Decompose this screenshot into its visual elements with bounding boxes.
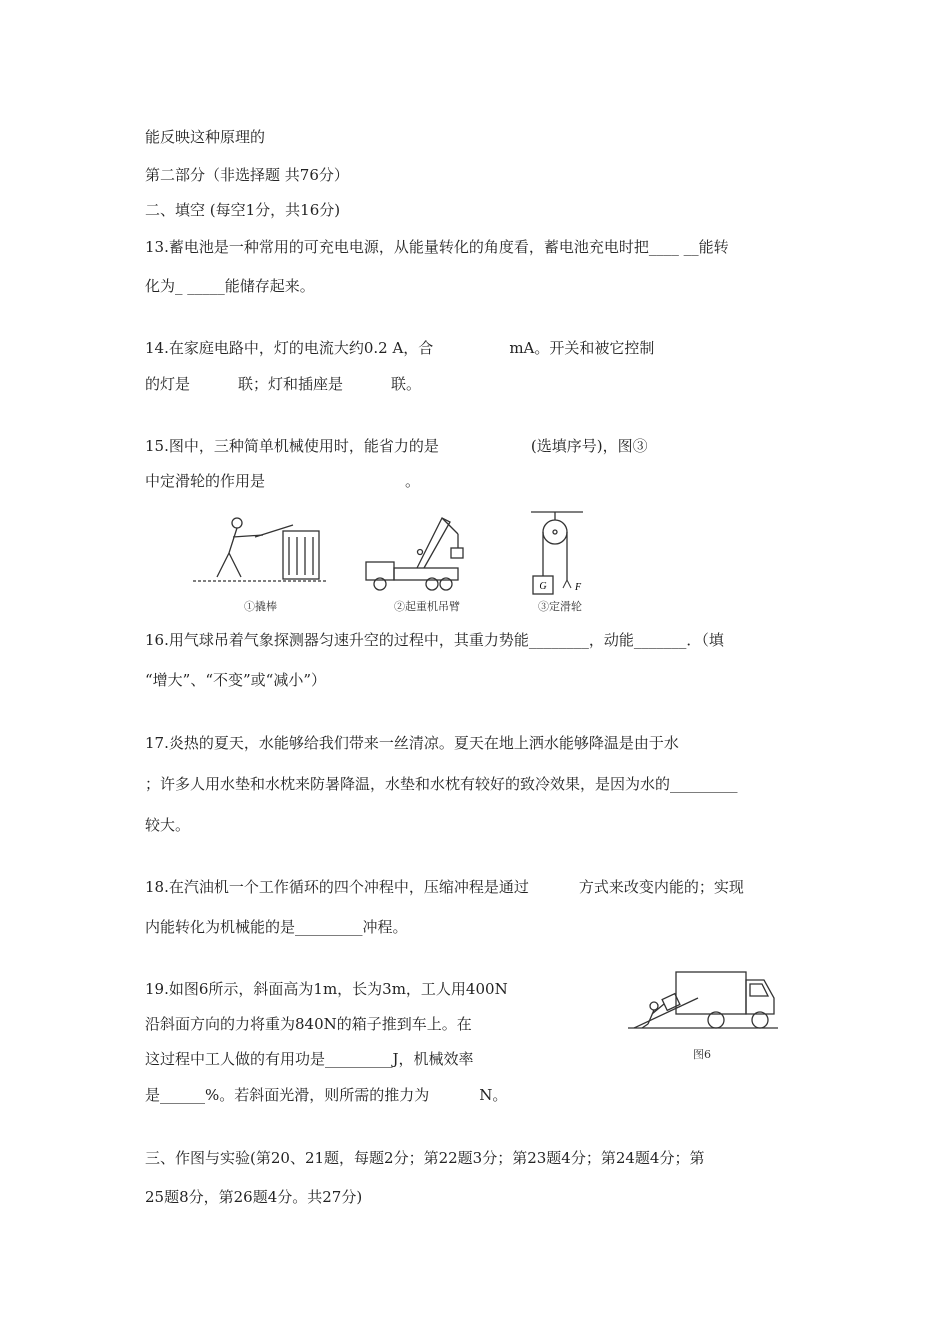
section-three-line-2: 25题8分，第26题4分。共27分) [145,1188,363,1206]
q16-line-2: “增大”、“不变”或“减小”） [145,671,327,689]
q15-text-a: 15.图中，三种简单机械使用时，能省力的是 [145,437,439,455]
q15-text-c: 中定滑轮的作用是 [145,472,266,490]
q19-line-2: 沿斜面方向的力将重为840N的箱子推到车上。在 [145,1015,472,1033]
q14-text-c: 的灯是 [145,375,191,393]
q17-line-1: 17.炎热的夏天，水能够给我们带来一丝清凉。夏天在地上洒水能够降温是由于水 [145,734,679,752]
q17-line-2: ；许多人用水垫和水枕来防暑降温，水垫和水枕有较好的致冷效果，是因为水的_________ [145,775,738,793]
crowbar-caption: ①撬棒 [244,600,277,613]
text-line: 能反映这种原理的 [145,128,266,146]
q15-text-b: (选填序号)，图③ [530,437,648,455]
pulley-figure [525,508,589,596]
q19-line-4 [145,1085,507,1105]
q13-line-2: 化为_ _____能储存起来。 [145,277,315,295]
q14-line-2 [145,374,421,394]
crane-figure [362,512,482,594]
section-three-line-1: 三、作图与实验(第20、21题，每题2分；第22题3分；第23题4分；第24题4分；第 [145,1149,705,1167]
q19-line-3: 这过程中工人做的有用功是_________J，机械效率 [145,1050,474,1068]
q16-line-1: 16.用气球吊着气象探测器匀速升空的过程中，其重力势能________，动能_______．（填 [145,631,724,649]
q15-line-2 [145,471,420,491]
figure6-caption: 图6 [693,1048,711,1061]
q15-text-d: 。 [405,472,421,490]
q14-text-d: 联；灯和插座是 [238,375,344,393]
q17-line-3: 较大。 [145,816,191,834]
q14-text-a: 14.在家庭电路中，灯的电流大约0.2 A，合 [145,339,434,357]
q14-line-1 [145,338,654,358]
q14-text-e: 联。 [391,375,422,393]
q13-line-1: 13.蓄电池是一种常用的可充电电源，从能量转化的角度看，蓄电池充电时把____ __能转 [145,238,729,256]
pulley-caption: ③定滑轮 [538,600,582,613]
q18-text-b: 方式来改变内能的；实现 [578,878,744,896]
q18-text-a: 18.在汽油机一个工作循环的四个冲程中，压缩冲程是通过 [145,878,529,896]
q19-text-a: 是______%。若斜面光滑，则所需的推力为 [145,1086,430,1104]
part-two-heading: 第二部分（非选择题 共76分） [145,166,349,184]
block-label: G [539,581,547,592]
q15-line-1 [145,436,648,456]
q18-line-2: 内能转化为机械能的是_________冲程。 [145,918,408,936]
q18-line-1 [145,877,744,897]
crowbar-figure [193,505,333,595]
q19-line-1: 19.如图6所示，斜面高为1m，长为3m，工人用400N [145,980,508,998]
section-two-heading: 二、填空 (每空1分，共16分) [145,201,341,219]
force-label: F [575,582,582,593]
truck-ramp-figure [628,962,778,1034]
q19-text-b: N。 [479,1086,508,1104]
crane-caption: ②起重机吊臂 [394,600,460,613]
q14-text-b: mA。开关和被它控制 [509,339,655,357]
